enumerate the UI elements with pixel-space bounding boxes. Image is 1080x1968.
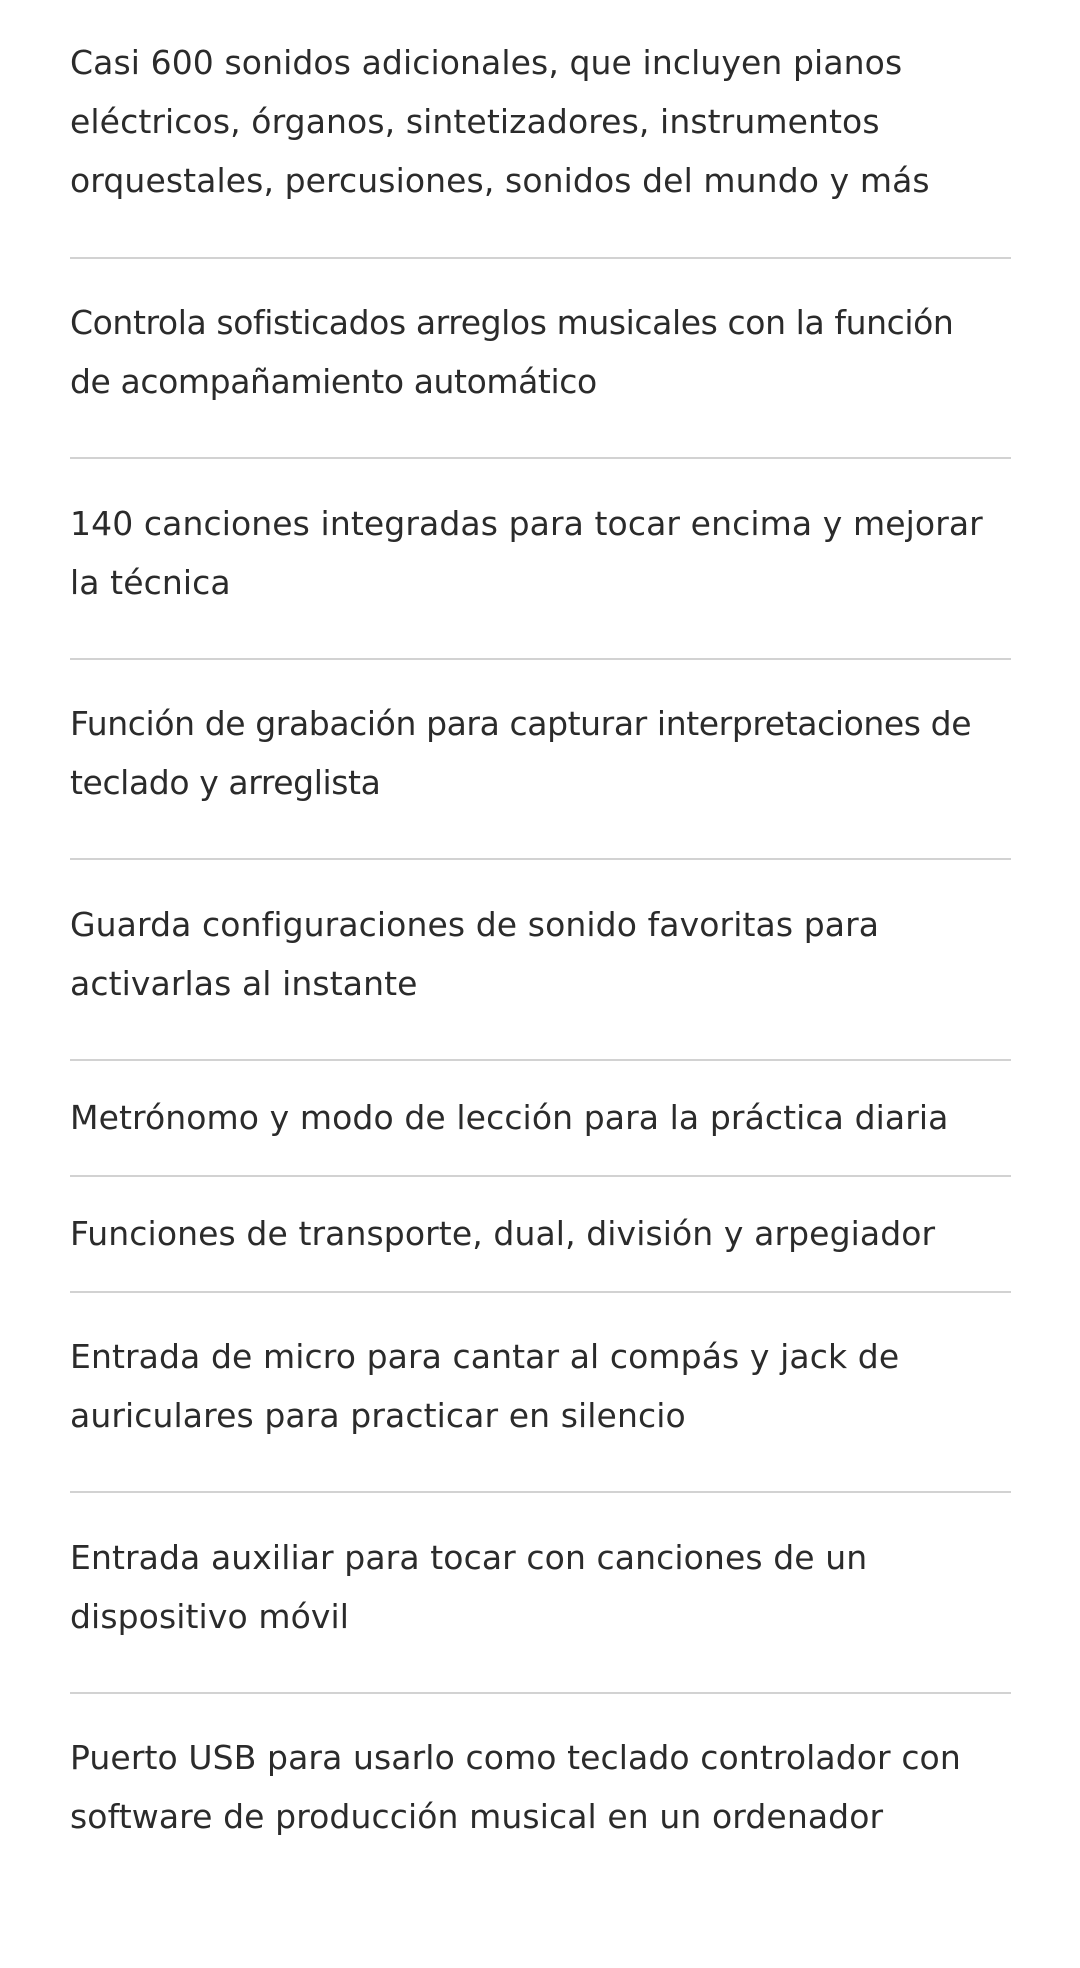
- feature-item: [70, 1293, 1011, 1493]
- feature-text-line: dispositivo móvil: [70, 1597, 350, 1636]
- feature-text-line: activarlas al instante: [70, 964, 418, 1003]
- feature-text-line: la técnica: [70, 563, 231, 602]
- feature-item: [70, 1694, 1011, 1866]
- feature-text-line: Entrada de micro para cantar al compás y jack de: [70, 1337, 900, 1376]
- feature-item: [70, 1177, 1011, 1293]
- feature-text-line: teclado y arreglista: [70, 763, 381, 802]
- feature-item: [70, 459, 1011, 660]
- feature-item: [70, 1493, 1011, 1694]
- feature-item: [70, 860, 1011, 1061]
- feature-text-line: Funciones de transporte, dual, división y arpegiador: [70, 1214, 936, 1253]
- feature-item: [70, 0, 1011, 259]
- feature-text-line: Entrada auxiliar para tocar con canciones de un: [70, 1538, 868, 1577]
- feature-text-line: Guarda configuraciones de sonido favoritas para: [70, 905, 880, 944]
- feature-text-line: Función de grabación para capturar interpretaciones de: [70, 704, 972, 743]
- feature-text-line: de acompañamiento automático: [70, 362, 597, 401]
- feature-item: [70, 1061, 1011, 1177]
- feature-text-line: auriculares para practicar en silencio: [70, 1396, 686, 1435]
- feature-list: [70, 0, 1011, 1866]
- feature-text-line: Casi 600 sonidos adicionales, que incluyen pianos: [70, 43, 903, 82]
- feature-text-line: software de producción musical en un ordenador: [70, 1797, 884, 1836]
- feature-item: [70, 259, 1011, 459]
- feature-text-line: Metrónomo y modo de lección para la práctica diaria: [70, 1098, 949, 1137]
- feature-item: [70, 660, 1011, 860]
- feature-text-line: orquestales, percusiones, sonidos del mundo y más: [70, 161, 930, 200]
- feature-text-line: eléctricos, órganos, sintetizadores, instrumentos: [70, 102, 880, 141]
- feature-text-line: 140 canciones integradas para tocar encima y mejorar: [70, 504, 983, 543]
- feature-text-line: Puerto USB para usarlo como teclado controlador con: [70, 1738, 961, 1777]
- feature-text-line: Controla sofisticados arreglos musicales con la función: [70, 303, 954, 342]
